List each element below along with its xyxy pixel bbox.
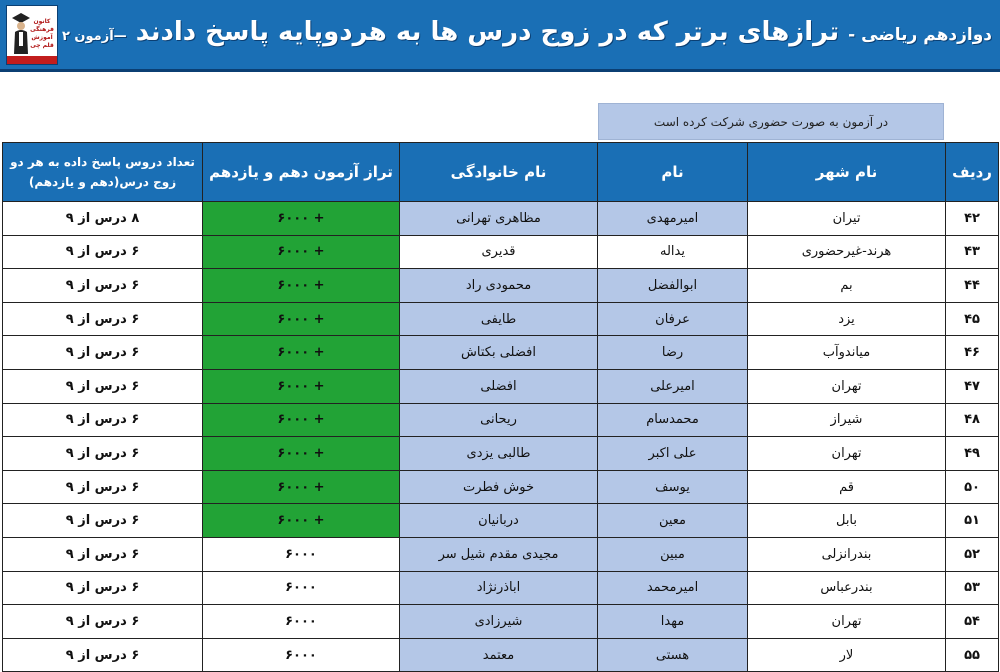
score-cell: ۶۰۰۰ <box>203 537 400 571</box>
column-header-family: نام خانوادگی <box>400 143 598 202</box>
table-row <box>3 202 999 236</box>
name-cell: رضا <box>598 336 748 370</box>
table-row <box>3 638 999 672</box>
count-header-line1: تعداد دروس پاسخ داده به هر دو <box>10 155 195 169</box>
family-cell: خوش فطرت <box>400 470 598 504</box>
family-cell: مجیدی مقدم شیل سر <box>400 537 598 571</box>
name-cell: مهدا <box>598 605 748 639</box>
header-banner <box>0 0 1000 72</box>
table-row <box>3 403 999 437</box>
name-cell: امیرعلی <box>598 369 748 403</box>
column-header-count <box>3 143 203 202</box>
score-cell: + ۶۰۰۰ <box>203 302 400 336</box>
table-row <box>3 470 999 504</box>
column-header-score: تراز آزمون دهم و یازدهم <box>203 143 400 202</box>
family-cell: ریحانی <box>400 403 598 437</box>
count-cell: ۶ درس از ۹ <box>3 537 203 571</box>
family-cell: محمودی راد <box>400 269 598 303</box>
title-prefix: دوازدهم ریاضی - <box>848 25 992 45</box>
table-body <box>3 202 999 672</box>
row-number-cell: ۴۳ <box>946 235 999 269</box>
table-row <box>3 605 999 639</box>
title-suffix: —آزمون ۲ <box>61 29 127 44</box>
name-cell: امیرمحمد <box>598 571 748 605</box>
score-cell: + ۶۰۰۰ <box>203 235 400 269</box>
row-number-cell: ۵۳ <box>946 571 999 605</box>
name-cell: محمدسام <box>598 403 748 437</box>
count-cell: ۶ درس از ۹ <box>3 504 203 538</box>
city-cell: تیران <box>748 202 946 236</box>
score-cell: + ۶۰۰۰ <box>203 437 400 471</box>
count-header-line2: زوج درس(دهم و یازدهم) <box>28 175 177 189</box>
city-cell: میاندوآب <box>748 336 946 370</box>
count-cell: ۶ درس از ۹ <box>3 437 203 471</box>
score-cell: + ۶۰۰۰ <box>203 403 400 437</box>
name-cell: یوسف <box>598 470 748 504</box>
score-cell: ۶۰۰۰ <box>203 605 400 639</box>
name-cell: علی اکبر <box>598 437 748 471</box>
name-cell: ابوالفضل <box>598 269 748 303</box>
score-cell: + ۶۰۰۰ <box>203 269 400 303</box>
name-cell: عرفان <box>598 302 748 336</box>
score-cell: ۶۰۰۰ <box>203 638 400 672</box>
row-number-cell: ۵۰ <box>946 470 999 504</box>
table-row <box>3 504 999 538</box>
family-cell: اباذرنژاد <box>400 571 598 605</box>
column-header-name: نام <box>598 143 748 202</box>
city-cell: یزد <box>748 302 946 336</box>
city-cell: شیراز <box>748 403 946 437</box>
family-cell: شیرزادی <box>400 605 598 639</box>
row-number-cell: ۴۹ <box>946 437 999 471</box>
name-cell: مبین <box>598 537 748 571</box>
row-number-cell: ۵۵ <box>946 638 999 672</box>
score-cell: + ۶۰۰۰ <box>203 470 400 504</box>
city-cell: بندرعباس <box>748 571 946 605</box>
brand-logo <box>6 5 58 65</box>
city-cell: تهران <box>748 369 946 403</box>
score-cell: + ۶۰۰۰ <box>203 202 400 236</box>
family-cell: دربانیان <box>400 504 598 538</box>
city-cell: تهران <box>748 437 946 471</box>
table-row <box>3 269 999 303</box>
logo-text: کانون فرهنگی آموزش قلم چی <box>30 18 54 49</box>
row-number-cell: ۵۱ <box>946 504 999 538</box>
family-cell: معتمد <box>400 638 598 672</box>
logo-strip <box>7 56 57 64</box>
row-number-cell: ۵۲ <box>946 537 999 571</box>
name-cell: هستی <box>598 638 748 672</box>
table-header-row <box>3 143 999 202</box>
city-cell: بندرانزلی <box>748 537 946 571</box>
city-cell: تهران <box>748 605 946 639</box>
row-number-cell: ۴۷ <box>946 369 999 403</box>
row-number-cell: ۴۴ <box>946 269 999 303</box>
city-cell: بم <box>748 269 946 303</box>
name-cell: یداله <box>598 235 748 269</box>
score-cell: + ۶۰۰۰ <box>203 336 400 370</box>
count-cell: ۶ درس از ۹ <box>3 638 203 672</box>
row-number-cell: ۴۵ <box>946 302 999 336</box>
city-cell: هرند-غیرحضوری <box>748 235 946 269</box>
count-cell: ۶ درس از ۹ <box>3 605 203 639</box>
table-row <box>3 302 999 336</box>
family-cell: مظاهری تهرانی <box>400 202 598 236</box>
count-cell: ۶ درس از ۹ <box>3 403 203 437</box>
row-number-cell: ۴۲ <box>946 202 999 236</box>
row-number-cell: ۵۴ <box>946 605 999 639</box>
row-number-cell: ۴۶ <box>946 336 999 370</box>
family-cell: افضلی <box>400 369 598 403</box>
table-row <box>3 235 999 269</box>
count-cell: ۶ درس از ۹ <box>3 336 203 370</box>
name-cell: امیرمهدی <box>598 202 748 236</box>
count-cell: ۶ درس از ۹ <box>3 470 203 504</box>
in-person-note: در آزمون به صورت حضوری شرکت کرده است <box>598 103 944 140</box>
results-table <box>2 142 999 672</box>
city-cell: لار <box>748 638 946 672</box>
table-row <box>3 336 999 370</box>
count-cell: ۶ درس از ۹ <box>3 369 203 403</box>
table-row <box>3 537 999 571</box>
family-cell: قدیری <box>400 235 598 269</box>
family-cell: افضلی بکتاش <box>400 336 598 370</box>
score-cell: + ۶۰۰۰ <box>203 369 400 403</box>
graduate-icon <box>12 12 30 54</box>
column-header-city: نام شهر <box>748 143 946 202</box>
score-cell: ۶۰۰۰ <box>203 571 400 605</box>
table-row <box>3 369 999 403</box>
count-cell: ۶ درس از ۹ <box>3 571 203 605</box>
table-row <box>3 437 999 471</box>
count-cell: ۸ درس از ۹ <box>3 202 203 236</box>
city-cell: قم <box>748 470 946 504</box>
count-cell: ۶ درس از ۹ <box>3 302 203 336</box>
row-number-cell: ۴۸ <box>946 403 999 437</box>
score-cell: + ۶۰۰۰ <box>203 504 400 538</box>
page-title <box>62 10 992 54</box>
count-cell: ۶ درس از ۹ <box>3 235 203 269</box>
title-main: ترازهای برتر که در زوج درس ها به هردوپایه پاسخ دادند <box>135 17 840 47</box>
family-cell: طایفی <box>400 302 598 336</box>
count-cell: ۶ درس از ۹ <box>3 269 203 303</box>
city-cell: بابل <box>748 504 946 538</box>
column-header-row-number: ردیف <box>946 143 999 202</box>
family-cell: طالبی یزدی <box>400 437 598 471</box>
table-row <box>3 571 999 605</box>
name-cell: معین <box>598 504 748 538</box>
